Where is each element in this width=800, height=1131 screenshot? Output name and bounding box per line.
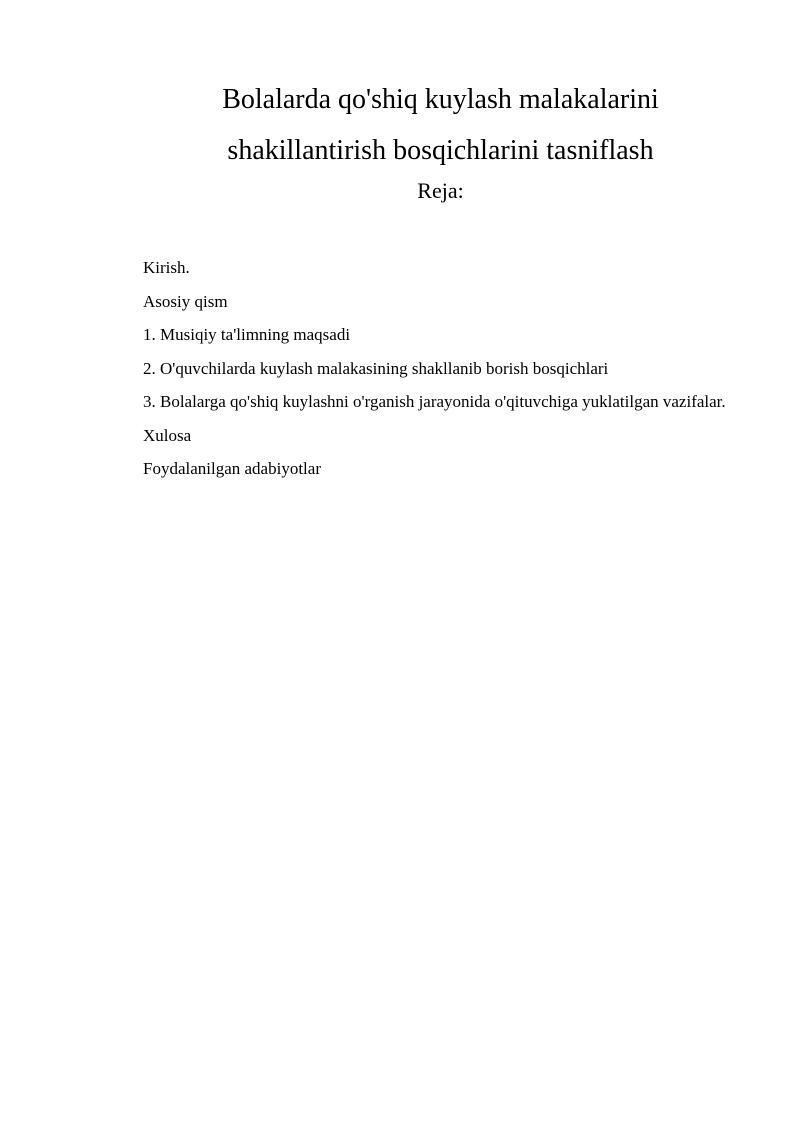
title-block [143,74,738,204]
outline-item-3: 3. Bolalarga qo'shiq kuylashni o'rganish jarayonida o'qituvchiga yuklatilgan vazifalar. [143,392,726,411]
plan-outline [143,251,738,486]
document-title-line-2: shakillantirish bosqichlarini tasniflash [227,135,654,166]
outline-item-1: 1. Musiqiy ta'limning maqsadi [143,325,351,344]
outline-item-conclusion: Xulosa [143,425,192,445]
plan-heading: Reja: [417,178,464,203]
outline-item-2: 2. O'quvchilarda kuylash malakasining shakllanib borish bosqichlari [143,358,609,378]
outline-item-main-part: Asosiy qism [143,291,228,311]
document-title-line-1: Bolalarda qo'shiq kuylash malakalarini [222,84,659,115]
outline-item-references: Foydalanilgan adabiyotlar [143,459,321,478]
outline-item-introduction: Kirish. [143,258,190,277]
